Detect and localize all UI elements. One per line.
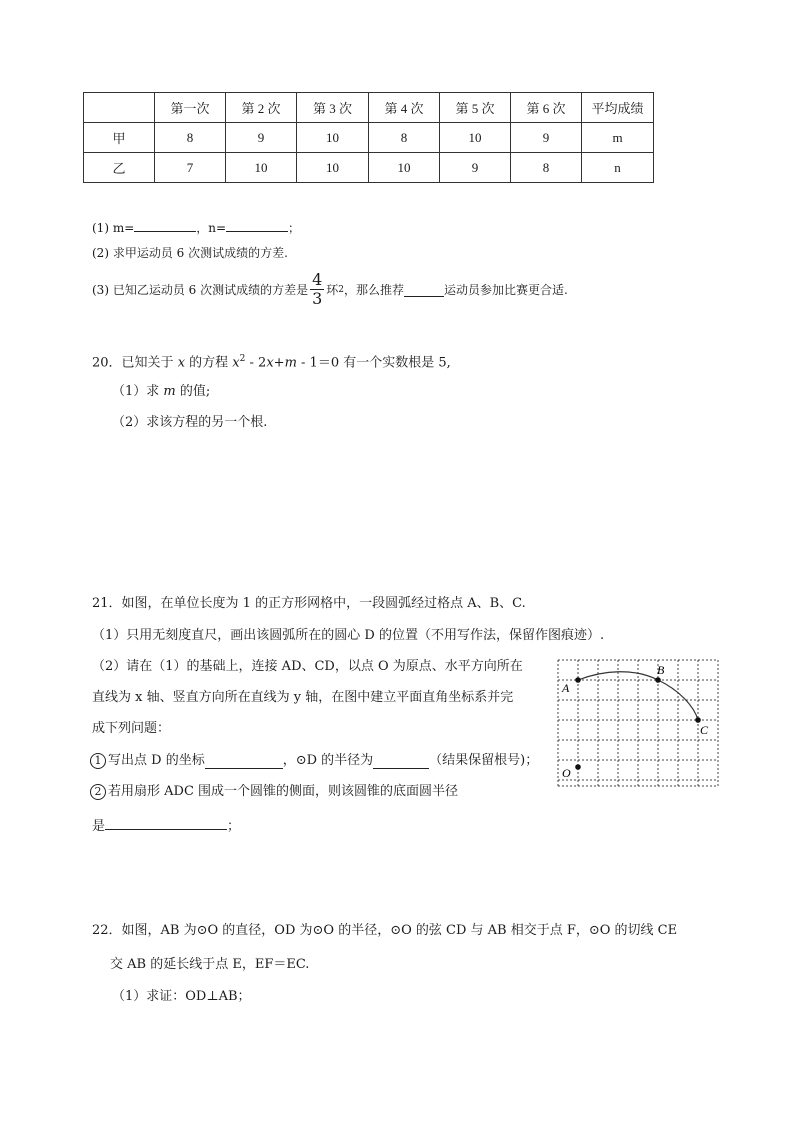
row-name: 乙 [84, 153, 155, 183]
circled-number: 1 [90, 753, 106, 769]
q20-part2: （2）求该方程的另一个根. [112, 415, 268, 430]
label-o: O [562, 766, 571, 780]
table-row [84, 153, 654, 183]
table-cell: 7 [155, 153, 226, 183]
table-header-cell: 第 4 次 [369, 93, 440, 123]
q21-part2-line2: 直线为 x 轴、竖直方向所在直线为 y 轴，在图中建立平面直角坐标系并完 [92, 690, 514, 705]
table-header-cell: 第一次 [155, 93, 226, 123]
q21-part2-line3: 成下列问题： [92, 721, 171, 736]
table-cell: 10 [297, 153, 369, 183]
table-cell: 10 [297, 123, 369, 153]
q21-stem: 21．如图，在单位长度为 1 的正方形网格中，一段圆弧经过格点 A、B、C. [92, 596, 526, 611]
q22-part1: （1）求证：OD⊥AB； [112, 989, 251, 1004]
q21-part1: （1）只用无刻度直尺，画出该圆弧所在的圆心 D 的位置（不用写作法，保留作图痕迹）. [92, 628, 605, 643]
label-a: A [562, 681, 570, 695]
answer-blank-n[interactable] [226, 217, 288, 232]
table-cell: 8 [511, 153, 582, 183]
label-c: C [700, 723, 709, 737]
table-header-cell: 第 6 次 [511, 93, 582, 123]
q22-stem-line2: 交 AB 的延长线于点 E，EF＝EC. [110, 957, 310, 972]
table-cell: 9 [511, 123, 582, 153]
q22-stem-line1: 22．如图，AB 为⊙O 的直径，OD 为⊙O 的半径，⊙O 的弦 CD 与 AB 相交于点 F，⊙O 的切线 CE [92, 923, 678, 938]
table-cell: 9 [226, 123, 297, 153]
circled-number: 2 [90, 784, 106, 800]
table-header-cell [84, 93, 155, 123]
table-cell: 10 [369, 153, 440, 183]
table-cell: 9 [440, 153, 511, 183]
table-cell: 8 [369, 123, 440, 153]
answer-blank-athlete[interactable] [404, 282, 444, 297]
answer-blank-d-coord[interactable] [205, 754, 283, 769]
point-b [655, 677, 661, 683]
q21-sub2: 2 若用扇形 ADC 围成一个圆锥的侧面，则该圆锥的底面圆半径 [90, 783, 458, 801]
q19-part3: (3) 已知乙运动员 6 次测试成绩的方差是 $\frac{4}{3}$ 环 2 ，那么推荐 运动员参加比赛更合适. [92, 270, 568, 308]
table-row [84, 123, 654, 153]
point-o [575, 764, 581, 770]
table-header-cell: 平均成绩 [582, 93, 654, 123]
q20-part1: （1）求 m 的值; [112, 384, 211, 399]
q20-stem: 20．已知关于 x 的方程 $x^2 - 2x+m - 1=0$ 有一个实数根是 5, [92, 354, 451, 371]
q21-part2-line1: （2）请在（1）的基础上，连接 AD、CD，以点 O 为原点、水平方向所在 [92, 659, 523, 674]
table-header-cell: 第 5 次 [440, 93, 511, 123]
table-cell: n [582, 153, 654, 183]
score-table [83, 92, 654, 183]
grid-figure [554, 656, 724, 790]
table-cell: 8 [155, 123, 226, 153]
label-b: B [657, 663, 665, 677]
q21-sub1: 1 写出点 D 的坐标 ，⊙D 的半径为 （结果保留根号)； [90, 752, 538, 770]
table-header-row [84, 93, 654, 123]
table-cell: 10 [440, 123, 511, 153]
answer-blank-radius[interactable] [373, 754, 429, 769]
q19-part1: (1) m= ，n= ； [92, 217, 300, 237]
fraction: $\frac{4}{3}$ [312, 270, 323, 308]
table-header-cell: 第 2 次 [226, 93, 297, 123]
q19-part2: (2) 求甲运动员 6 次测试成绩的方差. [92, 246, 288, 260]
table-header-cell: 第 3 次 [297, 93, 369, 123]
table-cell: m [582, 123, 654, 153]
q21-sub2-cont: 是 ； [92, 815, 240, 836]
table-cell: 10 [226, 153, 297, 183]
answer-blank-cone-radius[interactable] [105, 815, 227, 830]
answer-blank-m[interactable] [134, 217, 196, 232]
point-c [695, 717, 701, 723]
row-name: 甲 [84, 123, 155, 153]
point-a [575, 677, 581, 683]
